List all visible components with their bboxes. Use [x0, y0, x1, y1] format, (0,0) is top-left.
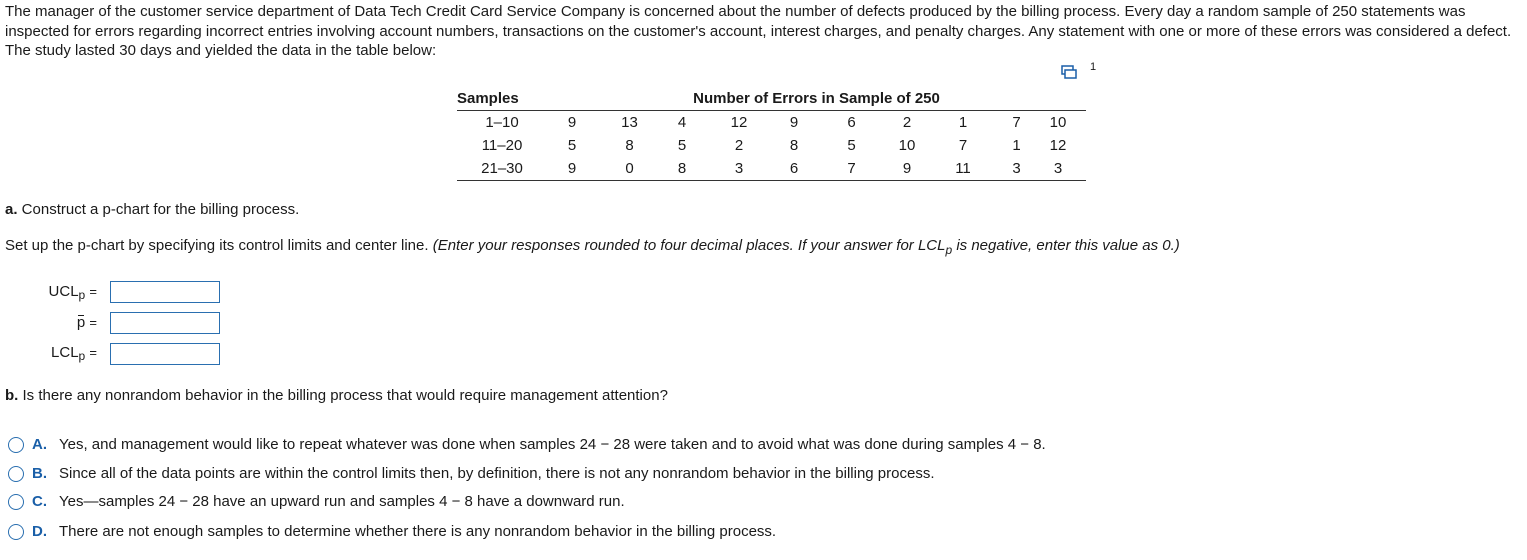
table-cell: 5 — [847, 137, 856, 154]
pbar-label — [5, 314, 97, 331]
option-a-text: Yes, and management would like to repeat whatever was done when samples 24 − 28 were taken and to avoid what was done during samples 4 − 8. — [59, 436, 1046, 453]
setup-italic-2: is negative, enter this value as 0.) — [952, 237, 1180, 254]
table-cell: 7 — [812, 157, 891, 181]
option-c-letter: C. — [32, 493, 47, 510]
table-row — [457, 111, 1086, 135]
lcl-label — [5, 344, 97, 361]
option-a-letter: A. — [32, 436, 47, 453]
table-cell: 7 — [958, 137, 968, 154]
option-b[interactable] — [8, 465, 935, 482]
problem-intro: The manager of the customer service department of Data Tech Credit Card Service Company is concerned about the number of defects produced by the billing process. Every day a random sample of 250 statements was inspected for errors regarding incorrect entries involving account numbers, transactions on the customer's account, interest charges, and penalty charges. Any statement with one or more of these errors was considered a defect. The study lasted 30 days and yielded the data in the table below: — [5, 3, 1512, 59]
table-cell: 3 — [702, 157, 776, 181]
part-a-text: Construct a p-chart for the billing process. — [17, 201, 300, 218]
pbar-label-text: p — [76, 314, 86, 331]
lcl-sub: p — [78, 349, 86, 363]
table-cell: 8 — [789, 137, 799, 154]
radio-c[interactable] — [8, 494, 24, 510]
table-cell: 1 — [958, 114, 968, 131]
setup-italic-sub: p — [945, 243, 953, 257]
table-cell: 2 — [734, 137, 744, 154]
lcl-label-text: LCL — [51, 344, 79, 361]
table-cell: 8 — [662, 157, 702, 181]
part-b-text: Is there any nonrandom behavior in the billing process that would require management attention? — [18, 387, 668, 404]
radio-d[interactable] — [8, 524, 24, 540]
table-cell: 12 — [730, 114, 748, 131]
copy-table-icon[interactable] — [1061, 65, 1077, 79]
option-b-letter: B. — [32, 465, 47, 482]
option-d-letter: D. — [32, 523, 47, 540]
ucl-label — [5, 283, 97, 300]
table-cell: 9 — [567, 114, 577, 131]
lcl-input[interactable] — [110, 343, 220, 365]
table-cell: 5 — [567, 137, 577, 154]
setup-text: Set up the p-chart by specifying its control limits and center line. — [5, 237, 433, 254]
setup-italic-1: (Enter your responses rounded to four decimal places. If your answer for LCL — [432, 237, 946, 254]
pbar-input[interactable] — [110, 312, 220, 334]
footnote-marker: 1 — [1090, 61, 1097, 73]
table-cell: 9 — [891, 157, 923, 181]
radio-b[interactable] — [8, 466, 24, 482]
table-row — [457, 157, 1086, 181]
option-d-text: There are not enough samples to determine whether there is any nonrandom behavior in the billing process. — [59, 523, 777, 540]
part-a-prompt — [5, 201, 299, 218]
option-b-text: Since all of the data points are within the control limits then, by definition, there is not any nonrandom behavior in the billing process. — [59, 465, 935, 482]
errors-data-table — [457, 86, 1086, 181]
errors-group-header: Number of Errors in Sample of 250 — [547, 86, 1086, 111]
setup-instructions — [5, 237, 1180, 257]
table-cell: 6 — [847, 114, 856, 131]
table-cell: 10 — [1049, 114, 1067, 131]
part-b-prompt — [5, 387, 668, 404]
lcl-equals: = — [89, 345, 97, 360]
table-cell: 0 — [597, 157, 662, 181]
table-cell: 4 — [677, 114, 687, 131]
ucl-label-text: UCL — [48, 283, 79, 300]
table-cell: 9 — [547, 157, 597, 181]
table-cell: 13 — [621, 114, 638, 131]
ucl-input[interactable] — [110, 281, 220, 303]
ucl-sub: p — [78, 288, 86, 302]
table-cell: 1 — [1012, 137, 1021, 154]
table-row — [457, 134, 1086, 157]
row-label: 11–20 — [481, 137, 523, 154]
table-cell: 6 — [776, 157, 812, 181]
table-cell: 8 — [625, 137, 634, 154]
table-cell: 11 — [923, 157, 1003, 181]
samples-header: Samples — [457, 86, 547, 111]
table-cell: 7 — [1012, 114, 1021, 131]
option-a[interactable] — [8, 436, 1046, 453]
table-cell: 5 — [677, 137, 687, 154]
option-d[interactable] — [8, 523, 776, 540]
radio-a[interactable] — [8, 437, 24, 453]
part-a-letter: a. — [5, 201, 18, 218]
part-b-letter: b. — [5, 387, 19, 404]
row-label: 1–10 — [485, 114, 519, 131]
table-header-row — [457, 86, 1086, 111]
table-cell: 2 — [902, 114, 912, 131]
pbar-equals: = — [89, 315, 97, 330]
table-cell: 12 — [1049, 137, 1067, 154]
table-cell: 10 — [898, 137, 916, 154]
option-c[interactable] — [8, 493, 625, 510]
table-cell: 3 — [1030, 157, 1086, 181]
table-cell: 9 — [789, 114, 799, 131]
table-cell: 3 — [1003, 157, 1030, 181]
option-c-text: Yes—samples 24 − 28 have an upward run and samples 4 − 8 have a downward run. — [59, 493, 625, 510]
row-label: 21–30 — [457, 157, 547, 181]
ucl-equals: = — [89, 284, 97, 299]
